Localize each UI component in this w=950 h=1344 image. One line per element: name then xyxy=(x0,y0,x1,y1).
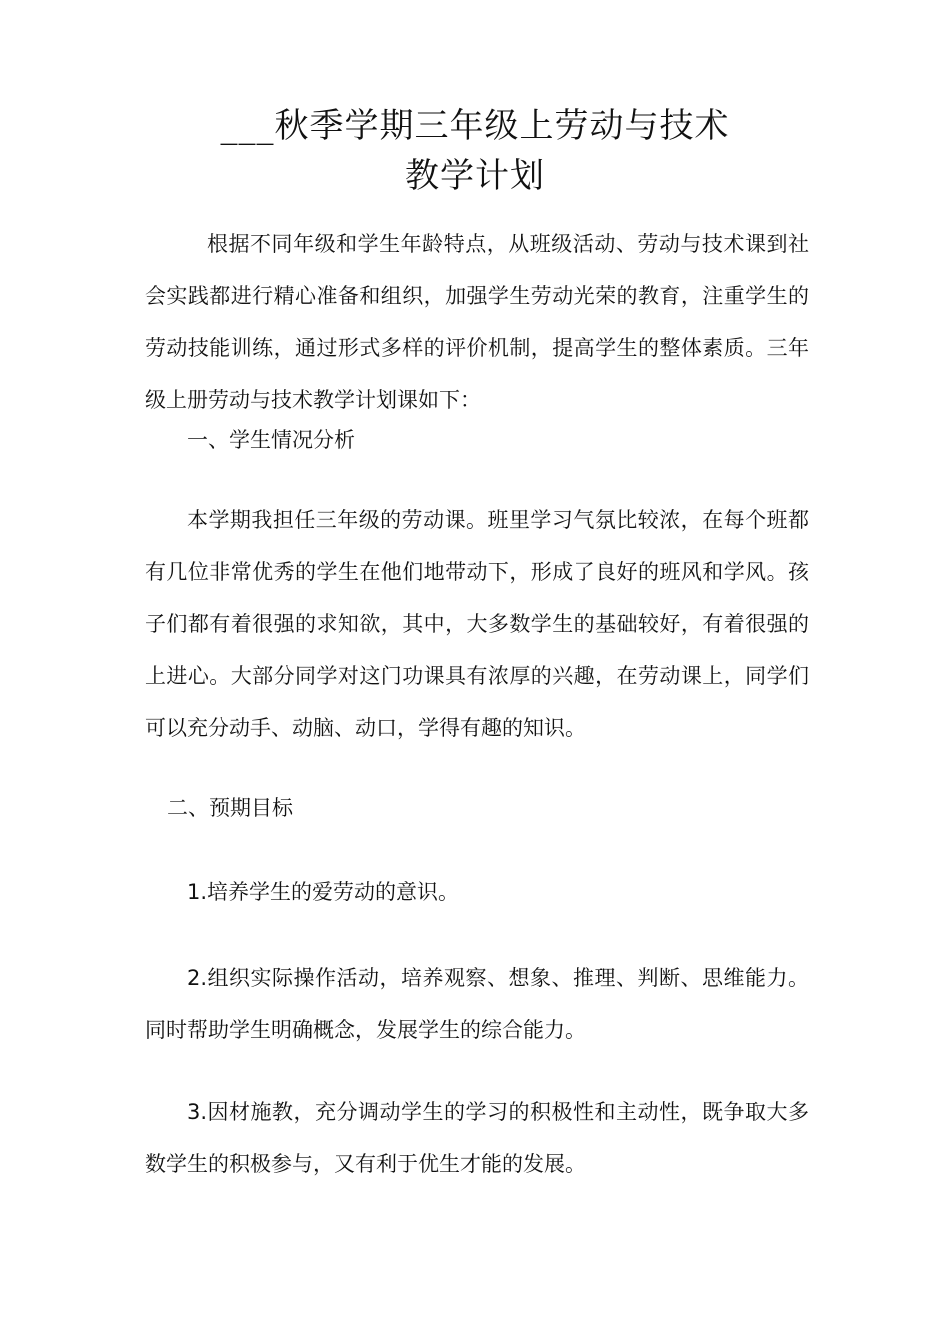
goal-item-3 xyxy=(145,1086,809,1190)
goal-text: 组织实际操作活动，培养观察、想象、推理、判断、思维能力。同时帮助学生明确概念，发展学生的综合能力。 xyxy=(145,966,809,1042)
goal-number: 2. xyxy=(187,966,208,990)
goal-item-2 xyxy=(145,952,809,1056)
section-2-heading: 二、预期目标 xyxy=(167,796,293,820)
goal-item-1 xyxy=(145,866,809,918)
goal-text: 因材施教，充分调动学生的学习的积极性和主动性，既争取大多数学生的积极参与，又有利于优生才能的发展。 xyxy=(145,1100,809,1176)
goal-number: 3. xyxy=(187,1100,208,1124)
document-title-line-2: 教学计划 xyxy=(405,156,545,196)
document-title-line-1: ___秋季学期三年级上劳动与技术 xyxy=(220,106,730,146)
goal-text: 培养学生的爱劳动的意识。 xyxy=(207,880,460,904)
section-1-body: 本学期我担任三年级的劳动课。班里学习气氛比较浓，在每个班都有几位非常优秀的学生在他们地带动下，形成了良好的班风和学风。孩子们都有着很强的求知欲，其中，大多数学生的基础较好，有着很强的上进心。大部分同学对这门功课具有浓厚的兴趣，在劳动课上，同学们可以充分动手、动脑、动口，学得有趣的知识。 xyxy=(145,508,809,740)
goal-number: 1. xyxy=(187,880,208,904)
section-1-heading: 一、学生情况分析 xyxy=(187,428,355,452)
intro-paragraph: 根据不同年级和学生年龄特点，从班级活动、劳动与技术课到社会实践都进行精心准备和组织，加强学生劳动光荣的教育，注重学生的劳动技能训练，通过形式多样的评价机制，提高学生的整体素质。三年级上册劳动与技术教学计划课如下： xyxy=(145,232,809,412)
